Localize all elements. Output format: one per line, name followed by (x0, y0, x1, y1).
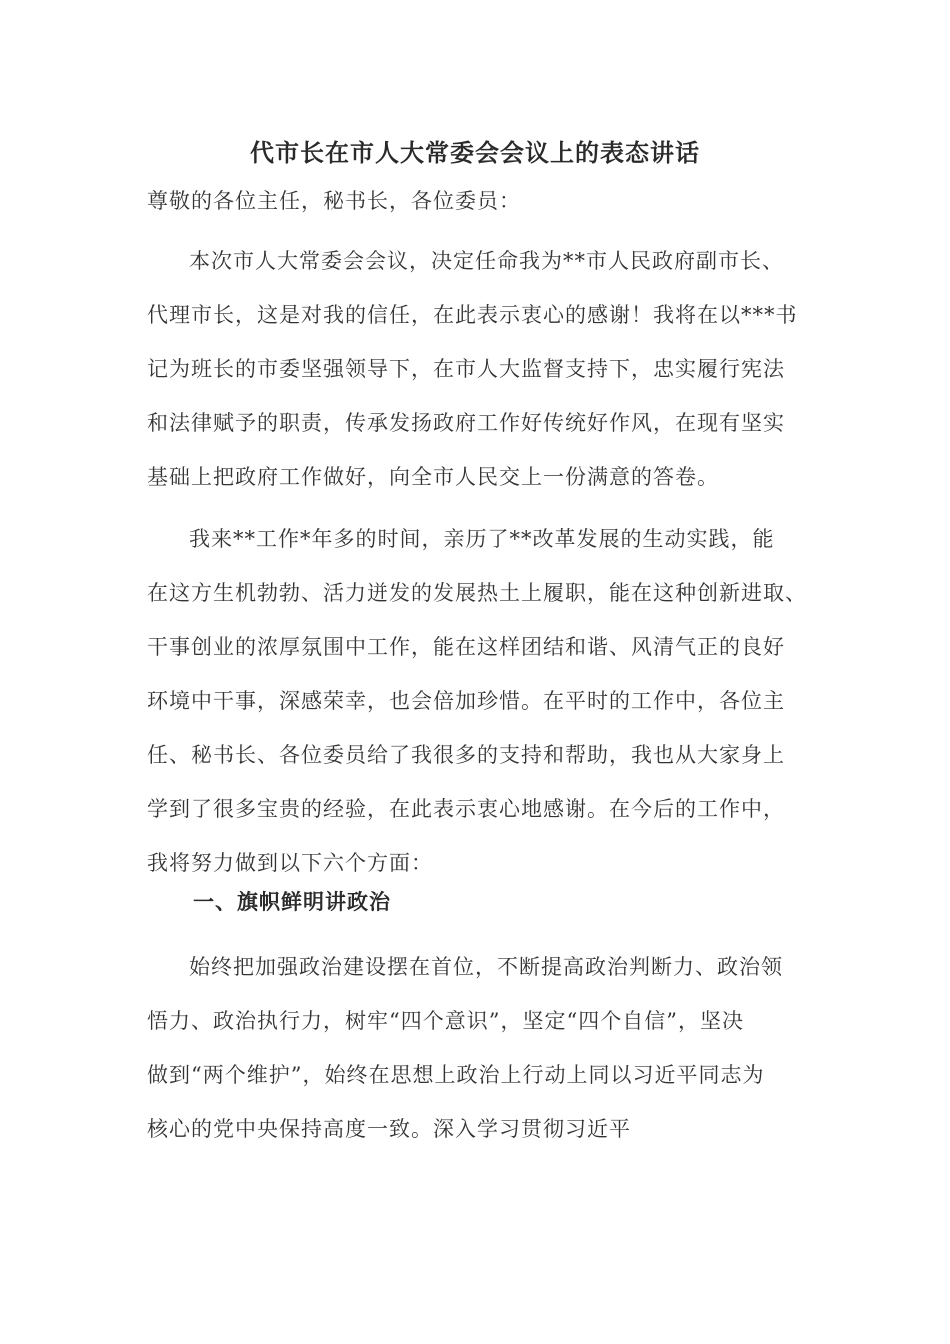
paragraph-1-line: 和法律赋予的职责，传承发扬政府工作好传统好作风，在现有坚实 (147, 411, 785, 435)
paragraph-1-line: 记为班长的市委坚强领导下，在市人大监督支持下，忠实履行宪法 (147, 357, 785, 381)
paragraph-2-line: 我来**工作*年多的时间，亲历了**改革发展的生动实践，能 (189, 527, 775, 551)
paragraph-1-line: 基础上把政府工作做好，向全市人民交上一份满意的答卷。 (147, 465, 719, 489)
paragraph-3-line: 核心的党中央保持高度一致。深入学习贯彻习近平 (147, 1117, 631, 1141)
paragraph-1-line: 代理市长，这是对我的信任，在此表示衷心的感谢！我将在以***书 (147, 303, 798, 327)
document-title: 代市长在市人大常委会会议上的表态讲话 (250, 138, 700, 167)
paragraph-2-line: 我将努力做到以下六个方面： (147, 851, 433, 875)
paragraph-2-line: 环境中干事，深感荣幸，也会倍加珍惜。在平时的工作中，各位主 (147, 689, 785, 713)
paragraph-3 (147, 940, 812, 1156)
paragraph-3-line: 悟力、政治执行力，树牢“四个意识”，坚定“四个自信”，坚决 (147, 1009, 744, 1033)
paragraph-1 (147, 234, 812, 504)
paragraph-2-line: 任、秘书长、各位委员给了我很多的支持和帮助，我也从大家身上 (147, 743, 785, 767)
section-1-heading: 一、旗帜鲜明讲政治 (193, 889, 391, 914)
paragraph-3-line: 做到“两个维护”，始终在思想上政治上行动上同以习近平同志为 (147, 1063, 765, 1087)
paragraph-3-line: 始终把加强政治建设摆在首位，不断提高政治判断力、政治领 (189, 955, 783, 979)
salutation: 尊敬的各位主任，秘书长，各位委员： (147, 189, 521, 213)
paragraph-2-line: 在这方生机勃勃、活力迸发的发展热土上履职，能在这种创新进取、 (147, 581, 807, 605)
paragraph-2-line: 学到了很多宝贵的经验，在此表示衷心地感谢。在今后的工作中， (147, 797, 785, 821)
paragraph-2 (147, 512, 812, 890)
paragraph-2-line: 干事创业的浓厚氛围中工作，能在这样团结和谐、风清气正的良好 (147, 635, 785, 659)
paragraph-1-line: 本次市人大常委会会议，决定任命我为**市人民政府副市长、 (189, 249, 784, 273)
